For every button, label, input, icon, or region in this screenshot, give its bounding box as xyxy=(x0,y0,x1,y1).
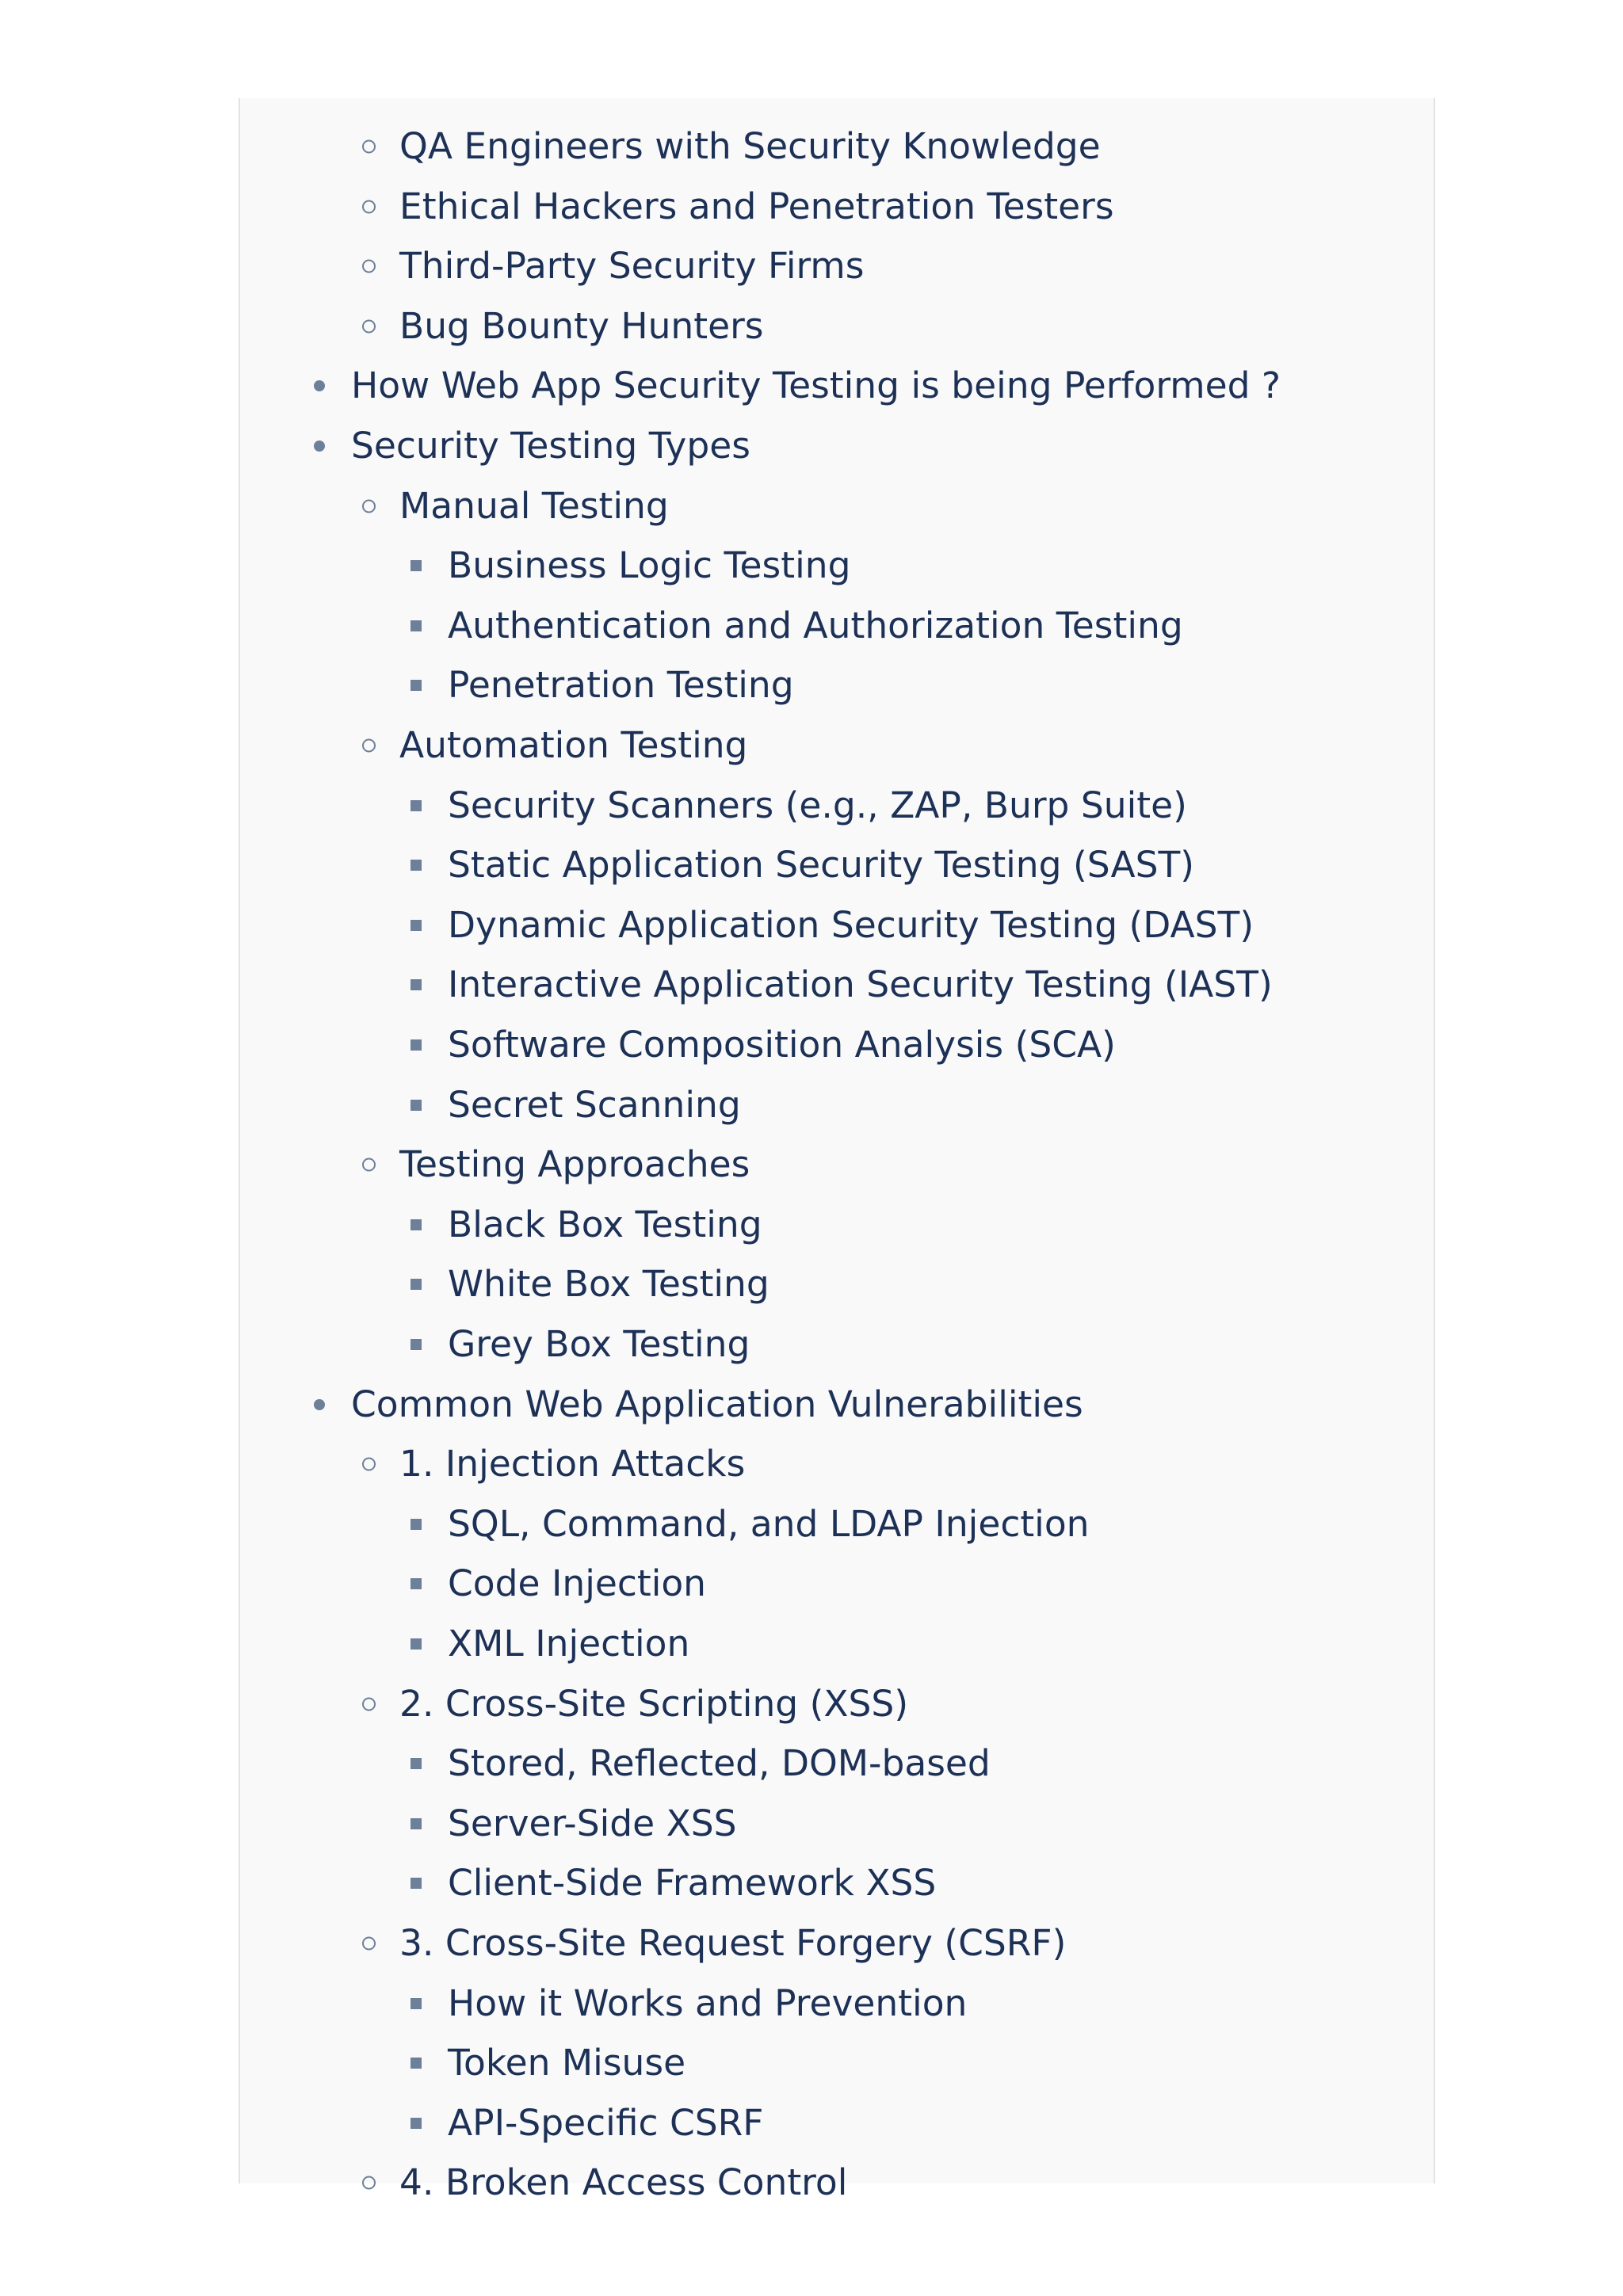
square-bullet-icon xyxy=(411,1878,422,1889)
outline-item-text: Token Misuse xyxy=(448,2042,686,2084)
outline-item-level-3 xyxy=(448,1020,1116,1070)
square-bullet-icon xyxy=(411,1279,422,1290)
outline-item-text: Common Web Application Vulnerabilities xyxy=(351,1383,1083,1425)
outline-item-level-2 xyxy=(399,241,864,292)
outline-item-text: Interactive Application Security Testing (IAST) xyxy=(448,963,1273,1006)
outline-item-text: Penetration Testing xyxy=(448,664,794,707)
square-bullet-icon xyxy=(411,1758,422,1769)
disc-bullet-icon xyxy=(314,1399,325,1410)
square-bullet-icon xyxy=(411,1638,422,1650)
disc-bullet-icon xyxy=(314,380,325,391)
outline-item-text: White Box Testing xyxy=(448,1263,769,1306)
circle-bullet-icon xyxy=(362,1158,376,1172)
circle-bullet-icon xyxy=(362,1697,376,1711)
square-bullet-icon xyxy=(411,979,422,990)
outline-item-level-3 xyxy=(448,1319,750,1370)
outline-item-level-3 xyxy=(448,1080,741,1131)
circle-bullet-icon xyxy=(362,1937,376,1951)
outline-item-text: QA Engineers with Security Knowledge xyxy=(399,125,1101,167)
outline-item-level-3 xyxy=(448,2098,763,2149)
outline-item-text: How Web App Security Testing is being Performed ? xyxy=(351,364,1281,407)
outline-item-level-2 xyxy=(399,720,747,771)
outline-item-text: Manual Testing xyxy=(399,484,669,527)
outline-item-level-3 xyxy=(448,1499,1090,1550)
outline-item-level-3 xyxy=(448,900,1254,951)
outline-item-text: Security Testing Types xyxy=(351,425,750,467)
outline-item-text: Black Box Testing xyxy=(448,1203,762,1245)
outline-item-text: 4. Broken Access Control xyxy=(399,2161,848,2204)
outline-item-text: SQL, Command, and LDAP Injection xyxy=(448,1502,1090,1545)
outline-item-text: Bug Bounty Hunters xyxy=(399,304,764,347)
square-bullet-icon xyxy=(411,620,422,631)
square-bullet-icon xyxy=(411,2058,422,2069)
circle-bullet-icon xyxy=(362,1458,376,1471)
outline-item-level-3 xyxy=(448,840,1194,891)
outline-item-level-2 xyxy=(399,1439,745,1489)
outline-item-text: 2. Cross-Site Scripting (XSS) xyxy=(399,1682,909,1725)
outline-item-level-3 xyxy=(448,1738,991,1789)
outline-item-text: Security Scanners (e.g., ZAP, Burp Suite) xyxy=(448,784,1187,826)
square-bullet-icon xyxy=(411,1100,422,1111)
outline-item-text: Software Composition Analysis (SCA) xyxy=(448,1024,1116,1066)
outline-item-text: Secret Scanning xyxy=(448,1083,741,1126)
outline-item-level-3 xyxy=(448,1259,769,1310)
square-bullet-icon xyxy=(411,1339,422,1350)
square-bullet-icon xyxy=(411,1818,422,1829)
outline-item-text: Testing Approaches xyxy=(399,1143,750,1186)
outline-item-level-2 xyxy=(399,121,1101,172)
square-bullet-icon xyxy=(411,1578,422,1589)
square-bullet-icon xyxy=(411,860,422,871)
outline-item-text: Grey Box Testing xyxy=(448,1323,750,1365)
outline-item-level-3 xyxy=(448,2038,685,2088)
outline-item-text: Stored, Reflected, DOM-based xyxy=(448,1742,991,1785)
disc-bullet-icon xyxy=(314,441,325,452)
outline-item-level-1 xyxy=(351,360,1281,411)
circle-bullet-icon xyxy=(362,140,376,154)
outline-item-text: How it Works and Prevention xyxy=(448,1981,968,2024)
outline-item-level-3 xyxy=(448,1619,689,1669)
outline-item-level-3 xyxy=(448,540,850,591)
square-bullet-icon xyxy=(411,1519,422,1530)
outline-item-text: Static Application Security Testing (SAST) xyxy=(448,844,1195,887)
outline-item-level-2 xyxy=(399,481,669,532)
outline-item-text: Authentication and Authorization Testing xyxy=(448,604,1183,646)
outline-item-text: Server-Side XSS xyxy=(448,1802,737,1844)
circle-bullet-icon xyxy=(362,2176,376,2190)
outline-item-text: Dynamic Application Security Testing (DAST) xyxy=(448,903,1254,946)
outline-item-level-1 xyxy=(351,1379,1083,1430)
square-bullet-icon xyxy=(411,1039,422,1051)
outline-item-text: Business Logic Testing xyxy=(448,544,851,587)
outline-item-text: Code Injection xyxy=(448,1562,707,1605)
outline-item-level-3 xyxy=(448,1558,706,1609)
outline-item-text: Automation Testing xyxy=(399,724,748,766)
circle-bullet-icon xyxy=(362,319,376,333)
outline-item-level-3 xyxy=(448,780,1187,831)
outline-item-level-3 xyxy=(448,1978,967,2029)
square-bullet-icon xyxy=(411,1219,422,1230)
outline-item-level-2 xyxy=(399,1679,908,1730)
outline-item-level-2 xyxy=(399,301,764,352)
outline-item-level-2 xyxy=(399,1139,750,1190)
outline-item-level-2 xyxy=(399,2157,847,2208)
square-bullet-icon xyxy=(411,920,422,931)
circle-bullet-icon xyxy=(362,739,376,753)
square-bullet-icon xyxy=(411,2118,422,2129)
square-bullet-icon xyxy=(411,800,422,811)
outline-item-text: Ethical Hackers and Penetration Testers xyxy=(399,185,1114,227)
outline-item-text: API-Specific CSRF xyxy=(448,2101,764,2144)
outline-item-level-3 xyxy=(448,959,1273,1010)
outline-item-level-3 xyxy=(448,1798,737,1849)
circle-bullet-icon xyxy=(362,200,376,213)
outline-item-level-3 xyxy=(448,601,1183,651)
square-bullet-icon xyxy=(411,680,422,691)
square-bullet-icon xyxy=(411,1998,422,2009)
outline-item-text: XML Injection xyxy=(448,1623,690,1665)
outline-item-level-3 xyxy=(448,1199,762,1250)
outline-item-level-1 xyxy=(351,421,750,471)
outline-item-text: 1. Injection Attacks xyxy=(399,1443,746,1486)
circle-bullet-icon xyxy=(362,499,376,513)
outline-item-text: Third-Party Security Firms xyxy=(399,245,865,288)
outline-item-text: Client-Side Framework XSS xyxy=(448,1862,937,1905)
outline-item-level-2 xyxy=(399,181,1114,232)
outline-item-level-3 xyxy=(448,1858,936,1909)
square-bullet-icon xyxy=(411,560,422,571)
document-page xyxy=(239,98,1435,2204)
outline-item-text: 3. Cross-Site Request Forgery (CSRF) xyxy=(399,1922,1067,1964)
outline-item-level-3 xyxy=(448,660,794,711)
outline-item-level-2 xyxy=(399,1918,1066,1969)
circle-bullet-icon xyxy=(362,260,376,273)
